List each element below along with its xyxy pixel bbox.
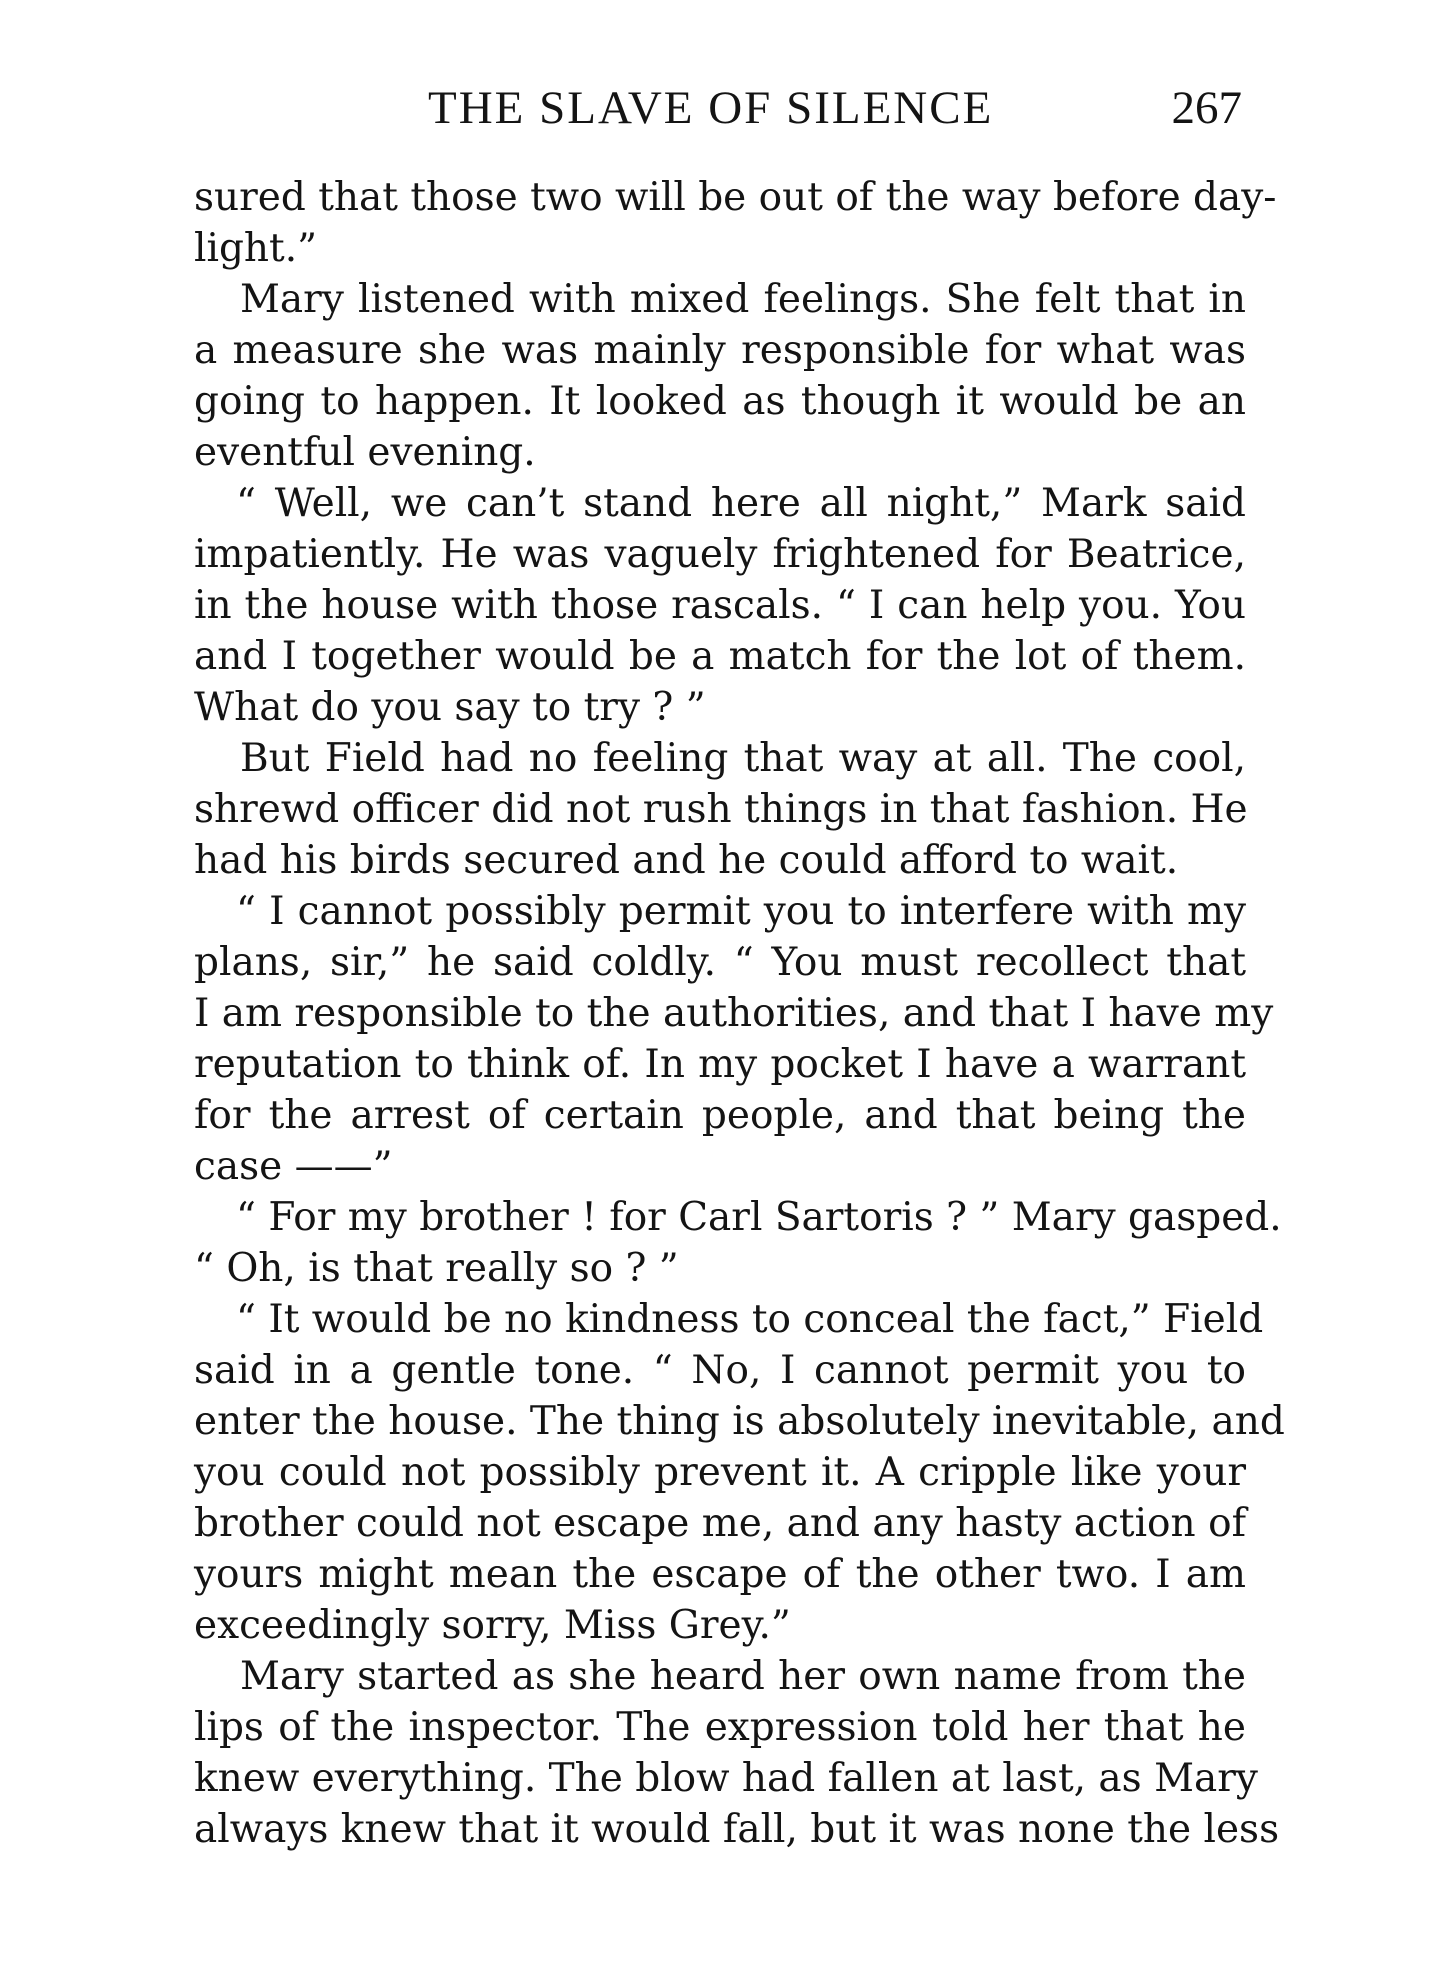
text-line: brother could not escape me, and any hasty action of xyxy=(194,1501,1246,1546)
text-line: said in a gentle tone. “ No, I cannot permit you to xyxy=(194,1348,1246,1393)
text-line: “ For my brother ! for Carl Sartoris ? ” Mary gasped. xyxy=(236,1195,1282,1240)
text-line: “ Oh, is that really so ? ” xyxy=(194,1246,679,1291)
text-line: Mary started as she heard her own name from the xyxy=(240,1654,1246,1699)
text-line: “ Well, we can’t stand here all night,” Mark said xyxy=(236,481,1246,526)
text-line: you could not possibly prevent it. A cripple like your xyxy=(194,1450,1246,1495)
text-line: What do you say to try ? ” xyxy=(194,685,706,730)
text-line: knew everything. The blow had fallen at last, as Mary xyxy=(194,1756,1258,1801)
text-line: shrewd officer did not rush things in that fashion. He xyxy=(194,787,1248,832)
text-line: yours might mean the escape of the other two. I am xyxy=(194,1552,1246,1597)
text-line: for the arrest of certain people, and that being the xyxy=(194,1093,1246,1138)
body-text xyxy=(194,172,1285,1855)
text-line: going to happen. It looked as though it would be an xyxy=(194,379,1246,424)
text-line: light.” xyxy=(194,226,318,271)
running-head: THE SLAVE OF SILENCE xyxy=(428,82,994,134)
text-line: exceedingly sorry, Miss Grey.” xyxy=(194,1603,791,1648)
text-line: case ——” xyxy=(194,1144,393,1189)
text-line: eventful evening. xyxy=(194,430,536,475)
text-line: enter the house. The thing is absolutely inevitable, and xyxy=(194,1399,1285,1444)
text-line: a measure she was mainly responsible for what was xyxy=(194,328,1246,373)
text-line: sured that those two will be out of the way before day- xyxy=(194,175,1277,220)
text-line: plans, sir,” he said coldly. “ You must recollect that xyxy=(194,940,1246,985)
text-line: “ I cannot possibly permit you to interfere with my xyxy=(236,889,1246,934)
text-line: But Field had no feeling that way at all. The cool, xyxy=(240,736,1246,781)
text-line: and I together would be a match for the lot of them. xyxy=(194,634,1246,679)
text-line: “ It would be no kindness to conceal the fact,” Field xyxy=(236,1297,1264,1342)
text-line: always knew that it would fall, but it was none the less xyxy=(194,1807,1280,1852)
text-line: had his birds secured and he could afford to wait. xyxy=(194,838,1179,883)
text-line: Mary listened with mixed feelings. She felt that in xyxy=(240,277,1246,322)
text-line: in the house with those rascals. “ I can help you. You xyxy=(194,583,1246,628)
page-number: 267 xyxy=(1171,82,1242,134)
page-header xyxy=(190,78,1250,138)
text-line: impatiently. He was vaguely frightened for Beatrice, xyxy=(194,532,1246,577)
text-line: reputation to think of. In my pocket I have a warrant xyxy=(194,1042,1246,1087)
text-line: I am responsible to the authorities, and that I have my xyxy=(194,991,1274,1036)
text-line: lips of the inspector. The expression told her that he xyxy=(194,1705,1246,1750)
